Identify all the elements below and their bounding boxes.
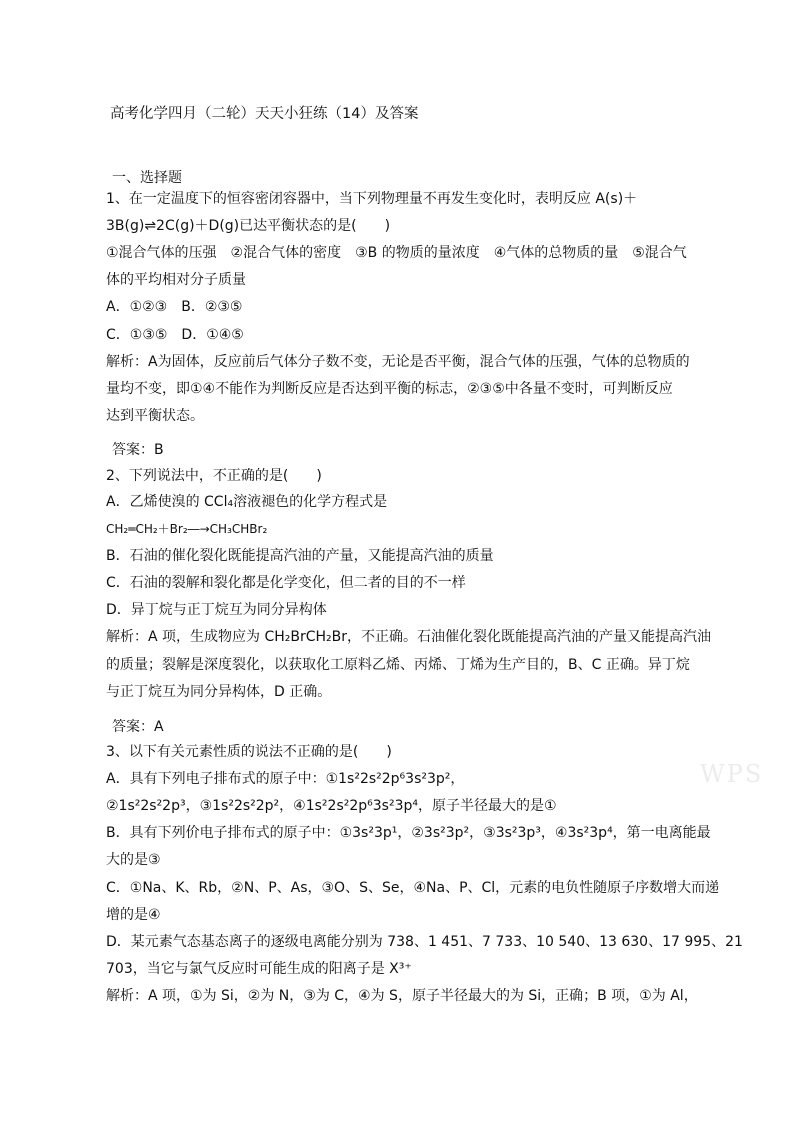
text-line: 解析：A 项，生成物应为 CH₂BrCH₂Br，不正确。石油催化裂化既能提高汽油的产量又能提高汽油 (106, 629, 712, 645)
text-line: 与正丁烷互为同分异构体，D 正确。 (106, 684, 332, 700)
text-line: 达到平衡状态。 (106, 408, 204, 424)
text-line: D．某元素气态基态离子的逐级电离能分别为 738、1 451、7 733、10 540、13 630、17 995、21 (106, 934, 743, 950)
text-line: D．异丁烷与正丁烷互为同分异构体 (106, 602, 327, 618)
text-line: 2、下列说法中，不正确的是( ) (106, 468, 322, 484)
text-line: 增的是④ (106, 907, 161, 923)
watermark: WPS (700, 760, 764, 788)
text-line: A．乙烯使溴的 CCl₄溶液褪色的化学方程式是 (106, 494, 388, 510)
text-line: 解析：A 项，①为 Si，②为 N，③为 C，④为 S，原子半径最大的为 Si，正确；B 项，①为 Al， (106, 988, 698, 1004)
text-line: 大的是③ (106, 852, 161, 868)
text-line: C．①Na、K、Rb，②N、P、As，③O、S、Se，④Na、P、Cl，元素的电负性随原子序数增大而递 (106, 880, 720, 896)
document-title: 高考化学四月（二轮）天天小狂练（14）及答案 (110, 106, 419, 122)
text-line: 703，当它与氯气反应时可能生成的阳离子是 X³⁺ (106, 961, 412, 977)
equation-line: CH₂═CH₂＋Br₂―→CH₃CHBr₂ (106, 522, 268, 536)
text-line: ②1s²2s²2p³，③1s²2s²2p²，④1s²2s²2p⁶3s²3p⁴，原子半径最大的是① (106, 798, 557, 814)
answer-text: 答案：B (112, 442, 164, 458)
text-line: ①混合气体的压强 ②混合气体的密度 ③B 的物质的量浓度 ④气体的总物质的量 ⑤混合气 (106, 245, 687, 261)
text-line: C．①③⑤ D．①④⑤ (106, 327, 244, 343)
text-line: 的质量；裂解是深度裂化，以获取化工原料乙烯、丙烯、丁烯为生产目的，B、C 正确。异丁烷 (106, 657, 690, 673)
text-line: C．石油的裂解和裂化都是化学变化，但二者的目的不一样 (106, 575, 466, 591)
text-line: A．①②③ B．②③⑤ (106, 299, 243, 315)
answer-text: 答案：A (112, 719, 164, 735)
text-line: 3、以下有关元素性质的说法不正确的是( ) (106, 744, 392, 760)
text-line: 量均不变，即①④不能作为判断反应是否达到平衡的标志，②③⑤中各量不变时，可判断反应 (106, 381, 673, 397)
section-heading: 一、选择题 (112, 170, 182, 186)
text-line: 3B(g)⇌2C(g)＋D(g)已达平衡状态的是( ) (106, 218, 391, 234)
text-line: B．具有下列价电子排布式的原子中：①3s²3p¹，②3s²3p²，③3s²3p³，④3s²3p⁴，第一电离能最 (106, 825, 711, 841)
text-line: 体的平均相对分子质量 (106, 272, 246, 288)
text-line: 解析：A为固体，反应前后气体分子数不变，无论是否平衡，混合气体的压强，气体的总物质的 (106, 354, 690, 370)
text-line: A．具有下列电子排布式的原子中：①1s²2s²2p⁶3s²3p²， (106, 771, 465, 787)
text-line: B．石油的催化裂化既能提高汽油的产量，又能提高汽油的质量 (106, 548, 494, 564)
text-line: 1、在一定温度下的恒容密闭容器中，当下列物理量不再发生变化时，表明反应 A(s)＋ (106, 191, 638, 207)
